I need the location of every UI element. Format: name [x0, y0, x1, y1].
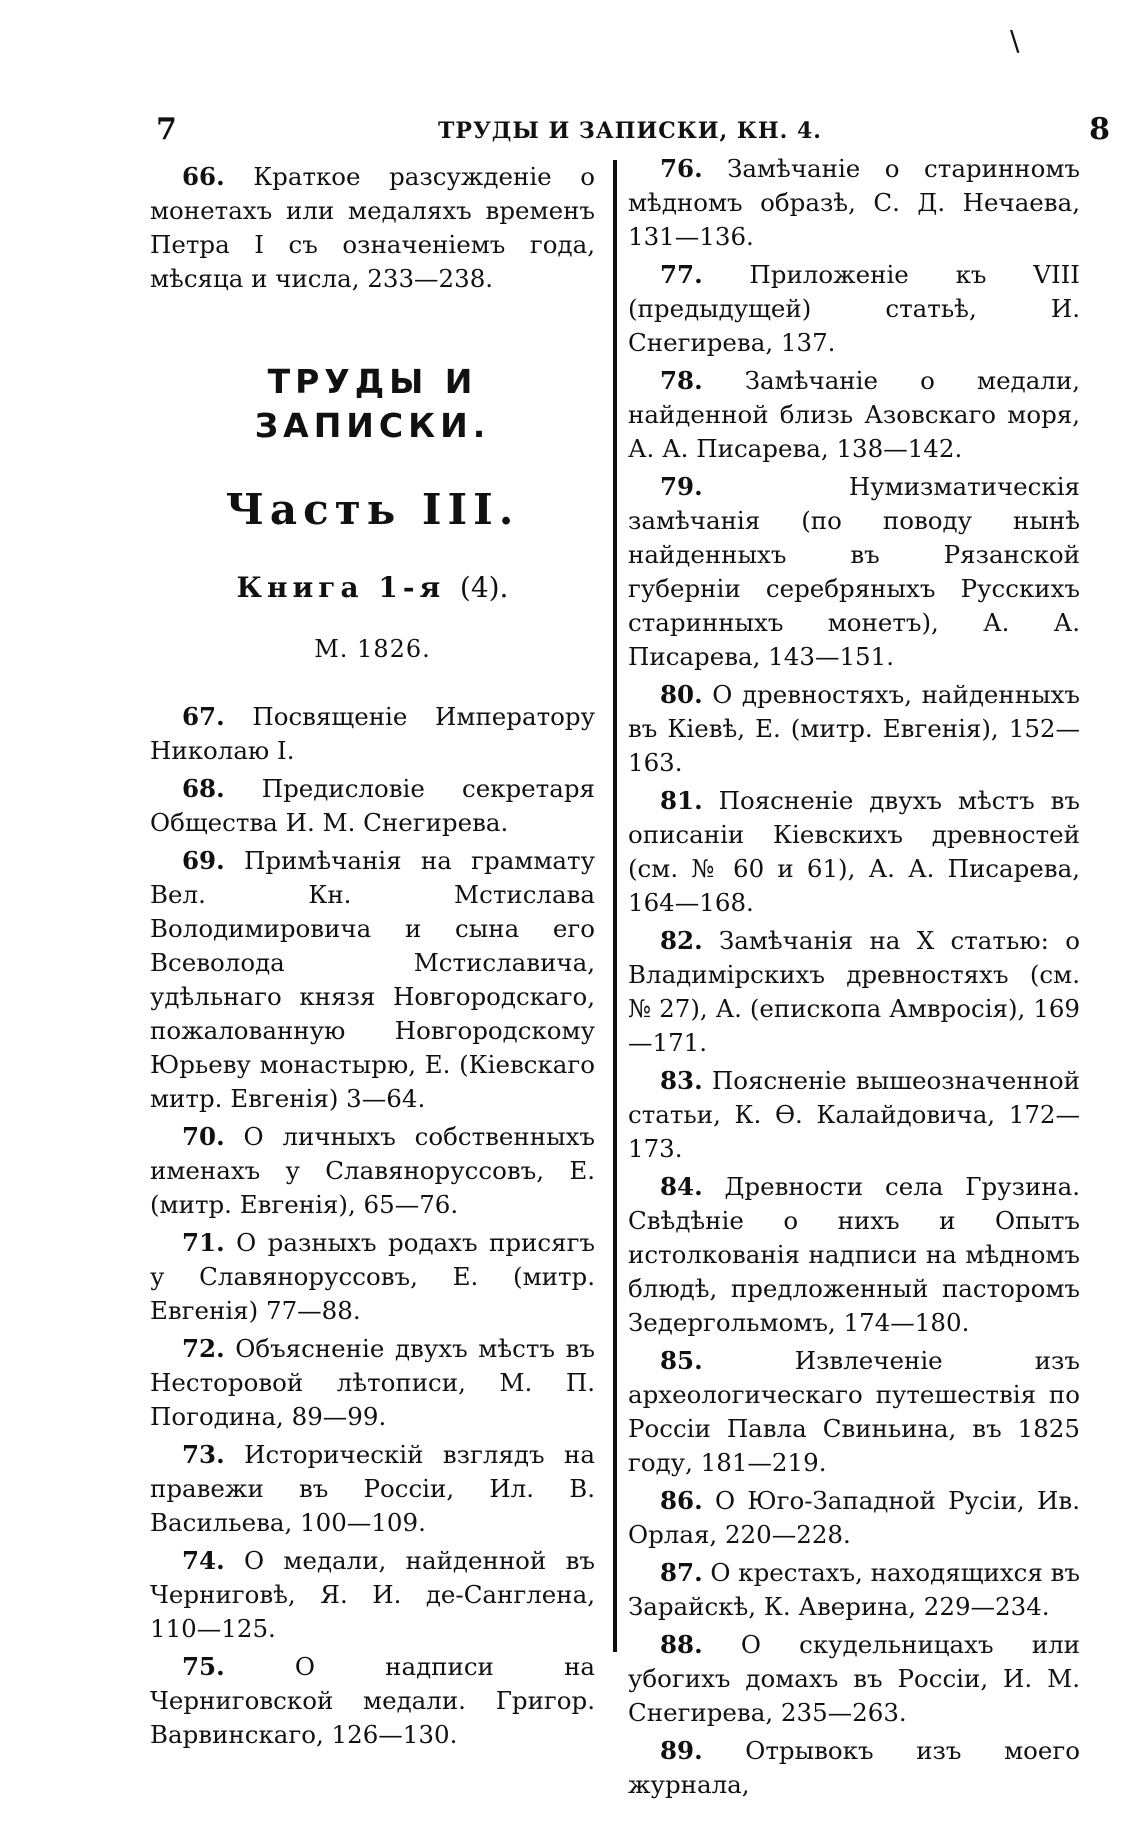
entry-text: Извлеченіе изъ археологическаго путешествія по Россіи Павла Свиньина, въ 1825 году, 181—219.	[628, 1346, 1080, 1477]
list-item	[150, 1544, 595, 1646]
entry-text: Поясненіе вышеозначенной статьи, К. Ѳ. Калайдовича, 172—173.	[628, 1066, 1080, 1163]
entry-number: 82.	[660, 926, 703, 955]
list-item	[150, 1650, 595, 1752]
list-item	[150, 1438, 595, 1540]
list-item	[150, 1120, 595, 1222]
entry-text: О разныхъ родахъ присягъ у Славяноруссовъ, Е. (митр. Евгенія) 77—88.	[150, 1228, 595, 1325]
list-item	[150, 1332, 595, 1434]
entry-text: О крестахъ, находящихся въ Зарайскѣ, К. Аверина, 229—234.	[628, 1558, 1080, 1621]
list-item	[628, 1064, 1080, 1166]
entry-number: 85.	[660, 1346, 703, 1375]
place-year: М. 1826.	[314, 635, 431, 663]
list-item	[628, 1734, 1080, 1802]
column-divider	[613, 160, 617, 1652]
entry-number: 87.	[660, 1558, 703, 1587]
entry-number: 86.	[660, 1486, 703, 1515]
entry-number: 70.	[182, 1122, 225, 1151]
list-item	[150, 1226, 595, 1328]
entry-number: 69.	[182, 846, 225, 875]
section-title: ТРУДЫ И ЗАПИСКИ.	[254, 362, 491, 445]
stray-mark: \	[1010, 24, 1020, 57]
entry-number: 88.	[660, 1630, 703, 1659]
entry-text: Предисловіе секретаря Общества И. М. Снегирева.	[150, 774, 595, 837]
list-item	[628, 1484, 1080, 1552]
page-number-right: 8	[1089, 112, 1110, 147]
entry-text: Приложеніе къ VIII (предыдущей) статьѣ, И. Снегирева, 137.	[628, 260, 1080, 357]
entry-number: 75.	[182, 1652, 225, 1681]
entry-text: О Юго-Западной Русіи, Ив. Орлая, 220—228.	[628, 1486, 1080, 1549]
running-title: ТРУДЫ И ЗАПИСКИ, КН. 4.	[438, 118, 822, 144]
entry-text: Замѣчаніе о медали, найденной близь Азовскаго моря, А. А. Писарева, 138—142.	[628, 366, 1080, 463]
entry-text: Объясненіе двухъ мѣстъ въ Несторовой лѣтописи, М. П. Погодина, 89—99.	[150, 1334, 595, 1431]
list-item	[628, 470, 1080, 674]
entry-text: Примѣчанія на граммату Вел. Кн. Мстислава Володимировича и сына его Всеволода Мстиславича, удѣльнаго князя Новгородскаго, пожалованную Новгородскому Юрьеву монастырю, Е. (Кіевскаго митр. Евгенія) 3—64.	[150, 846, 595, 1113]
entry-number: 74.	[182, 1546, 225, 1575]
entry-text: Отрывокъ изъ моего журнала,	[628, 1736, 1081, 1799]
entry-text: Историческій взглядъ на правежи въ Россіи, Ил. В. Васильева, 100—109.	[150, 1440, 595, 1537]
list-item	[628, 1628, 1080, 1730]
entry-number: 73.	[182, 1440, 225, 1469]
entry-text: О медали, найденной въ Черниговѣ, Я. И. де-Санглена, 110—125.	[150, 1546, 595, 1643]
entry-text: Посвященіе Императору Николаю I.	[150, 702, 595, 765]
entry-number: 81.	[660, 786, 703, 815]
entry-number: 77.	[660, 260, 703, 289]
entry-number: 79.	[660, 472, 703, 501]
book-title	[150, 568, 595, 608]
book-label: Книга	[236, 571, 364, 604]
entry-number: 71.	[182, 1228, 225, 1257]
list-item	[628, 924, 1080, 1060]
book-number: 1-я	[378, 571, 446, 604]
list-item	[628, 1170, 1080, 1340]
list-item	[628, 784, 1080, 920]
entry-text: О древностяхъ, найденныхъ въ Кіевѣ, Е. (митр. Евгенія), 152—163.	[628, 680, 1080, 777]
list-item	[628, 678, 1080, 780]
entry-text: О личныхъ собственныхъ именахъ у Славяноруссовъ, Е. (митр. Евгенія), 65—76.	[150, 1122, 595, 1219]
entry-text: Краткое разсужденіе о монетахъ или медаляхъ временъ Петра I съ означеніемъ года, мѣсяца и числа, 233—238.	[150, 162, 595, 293]
entry-number: 83.	[660, 1066, 703, 1095]
entry-number: 89.	[660, 1736, 703, 1765]
entry-text: О надписи на Черниговской медали. Григор. Варвинскаго, 126—130.	[150, 1652, 596, 1749]
entry-text: Древности села Грузина. Свѣдѣніе о нихъ и Опытъ истолкованія надписи на мѣдномъ блюдѣ, предложенный пасторомъ Зедергольмомъ, 174—180.	[628, 1172, 1080, 1337]
entry-number: 68.	[182, 774, 225, 803]
list-item	[150, 700, 595, 768]
part-title: Часть III.	[225, 485, 520, 534]
entry-number: 76.	[660, 154, 703, 183]
entry-number: 67.	[182, 702, 225, 731]
list-item	[628, 258, 1080, 360]
list-item	[628, 152, 1080, 254]
entry-text: Замѣчанія на X статью: о Владимірскихъ древностяхъ (см. № 27), А. (епископа Амвросія), 169—171.	[628, 926, 1080, 1057]
right-column	[628, 152, 1080, 1806]
entry-number: 66.	[182, 162, 225, 191]
list-item	[150, 844, 595, 1116]
book-paren: (4).	[459, 571, 509, 604]
entry-text: Нумизматическія замѣчанія (по поводу нынѣ найденныхъ въ Рязанской губерніи серебряныхъ Русскихъ старинныхъ монетъ), А. А. Писарева, 143—151.	[628, 472, 1080, 671]
entry-number: 72.	[182, 1334, 225, 1363]
entry-text: Поясненіе двухъ мѣстъ въ описаніи Кіевскихъ древностей (см. № 60 и 61), А. А. Писарева, 164—168.	[628, 786, 1080, 917]
list-item	[150, 772, 595, 840]
list-item	[150, 160, 595, 296]
left-column	[150, 160, 595, 1756]
entry-number: 84.	[660, 1172, 703, 1201]
page-number-left: 7	[156, 112, 177, 147]
list-item	[628, 1344, 1080, 1480]
entry-number: 78.	[660, 366, 703, 395]
entry-text: Замѣчаніе о старинномъ мѣдномъ образѣ, С. Д. Нечаева, 131—136.	[628, 154, 1080, 251]
list-item	[628, 364, 1080, 466]
entry-text: О скудельницахъ или убогихъ домахъ въ Россіи, И. М. Снегирева, 235—263.	[628, 1630, 1080, 1727]
list-item	[628, 1556, 1080, 1624]
entry-number: 80.	[660, 680, 703, 709]
running-header	[150, 112, 1110, 152]
